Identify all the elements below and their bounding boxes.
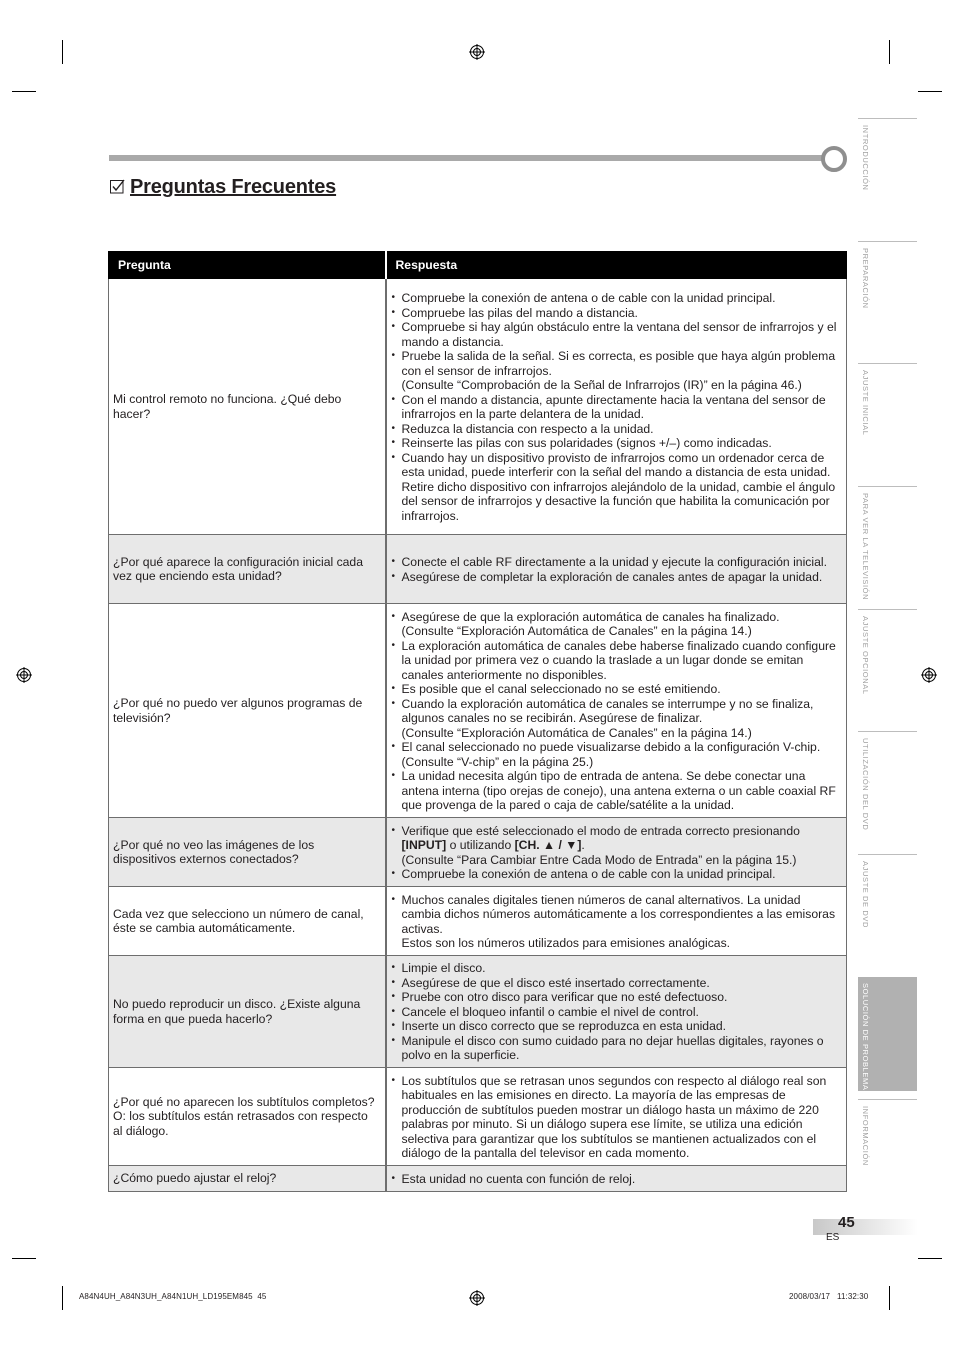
answer-item: • Cuando la exploración automática de canales se interrumpe y no se finaliza, algunos canales no se recibirán. Asegúrese de finalizar. (Consulte “Exploración Automática de Canales” en la página 14.)	[391, 697, 843, 741]
answer-item: • Conecte el cable RF directamente a la unidad y ejecute la configuración inicial.	[391, 555, 843, 570]
question-cell: No puedo reproducir un disco. ¿Existe alguna forma en que pueda hacerlo?	[109, 956, 386, 1068]
tab-label: AJUSTE INICIAL	[861, 370, 870, 436]
answer-cell	[386, 887, 847, 956]
crop-mark	[62, 40, 63, 64]
crop-mark	[918, 91, 942, 92]
page-title: Preguntas Frecuentes	[130, 176, 337, 198]
answer-cell	[386, 956, 847, 1068]
column-header-question: Pregunta	[109, 252, 386, 279]
crop-mark	[918, 1258, 942, 1259]
crop-mark	[62, 1286, 63, 1310]
table-row	[109, 604, 847, 818]
registration-mark-icon	[469, 1290, 485, 1306]
answer-note: (Consulte “Comprobación de la Señal de Infrarrojos (IR)” en la página 46.)	[401, 378, 802, 392]
tab-ajuste-opcional[interactable]	[858, 609, 917, 722]
language-code: ES	[826, 1232, 840, 1243]
channel-key-label: [CH. ▲ / ▼]	[514, 838, 582, 852]
registration-mark-icon	[921, 667, 937, 683]
answer-item: • Esta unidad no cuenta con función de reloj.	[391, 1172, 843, 1187]
answer-item: • La exploración automática de canales debe haberse finalizado cuando configure la unidad por primera vez o cuando la traslade a un lugar donde se emitan canales anteriormente no disponibles.	[391, 639, 843, 683]
tab-label: PARA VER LA TELEVISIÓN	[861, 493, 870, 601]
table-row	[109, 887, 847, 956]
answer-cell	[386, 1068, 847, 1166]
answer-item: • Asegúrese de completar la exploración de canales antes de apagar la unidad.	[391, 570, 843, 585]
table-row	[109, 1166, 847, 1192]
answer-note: (Consulte “Para Cambiar Entre Cada Modo de Entrada” en la página 15.)	[401, 852, 797, 867]
tab-informacion[interactable]	[858, 1099, 917, 1212]
answer-item: • El canal seleccionado no puede visualizarse debido a la configuración V-chip. (Consulte “V-chip” en la página 25.)	[391, 740, 843, 769]
table-row	[109, 956, 847, 1068]
tab-preparacion[interactable]	[858, 241, 917, 354]
tab-utilizacion-del-dvd[interactable]	[858, 731, 917, 844]
crop-mark	[889, 40, 890, 64]
answer-item: • Compruebe la conexión de antena o de cable con la unidad principal.	[391, 291, 843, 306]
registration-mark-icon	[16, 667, 32, 683]
tab-ajuste-inicial[interactable]	[858, 363, 917, 476]
answer-item: • Reduzca la distancia con respecto a la unidad.	[391, 422, 843, 437]
answer-item: • Verifique que esté seleccionado el modo de entrada correcto presionando [INPUT] o utilizando [CH. ▲ / ▼]. (Consulte “Para Cambiar Entre Cada Modo de Entrada” en la página 15.)	[391, 824, 843, 868]
question-cell: ¿Por qué no veo las imágenes de los dispositivos externos conectados?	[109, 818, 386, 887]
answer-cell	[386, 604, 847, 818]
checkbox-checked-icon	[110, 179, 125, 194]
crop-mark	[12, 91, 36, 92]
answer-item: • Pruebe con otro disco para verificar que no esté defectuoso.	[391, 990, 843, 1005]
tab-solucion-de-problemas[interactable]	[858, 977, 917, 1097]
crop-mark	[889, 1286, 890, 1310]
tab-label: AJUSTE DE DVD	[861, 861, 870, 928]
answer-item: • Limpie el disco.	[391, 961, 843, 976]
tab-para-ver-la-television[interactable]	[858, 486, 917, 599]
tab-ajuste-de-dvd[interactable]	[858, 854, 917, 967]
answer-cell	[386, 279, 847, 535]
title-rule	[109, 155, 825, 161]
question-cell: ¿Por qué no puedo ver algunos programas de televisión?	[109, 604, 386, 818]
question-cell: Mi control remoto no funciona. ¿Qué debo hacer?	[109, 279, 386, 535]
tab-label: UTILIZACIÓN DEL DVD	[861, 738, 870, 831]
answer-item: • Cuando hay un dispositivo provisto de infrarrojos como un ordenador cerca de esta unidad, puede interferir con la señal del mando a distancia de esta unidad. Retire dicho dispositivo con infrarrojos alejándolo de la unidad, cambie el ángulo del sensor de infrarrojos y desactive la función que habilita la comunicación por infrarrojos.	[391, 451, 843, 524]
crop-mark	[12, 1258, 36, 1259]
answer-cell	[386, 1166, 847, 1192]
answer-item: • Con el mando a distancia, apunte directamente hacia la ventana del sensor de infrarrojos en la parte delantera de la unidad.	[391, 393, 843, 422]
table-row	[109, 1068, 847, 1166]
answer-item: • Compruebe las pilas del mando a distancia.	[391, 306, 843, 321]
title-rule-end-circle	[821, 146, 847, 172]
table-row	[109, 279, 847, 535]
answer-item: • Compruebe si hay algún obstáculo entre la ventana del sensor de infrarrojos y el mando a distancia.	[391, 320, 843, 349]
question-cell: ¿Cómo puedo ajustar el reloj?	[109, 1166, 386, 1192]
question-cell: ¿Por qué aparece la configuración inicial cada vez que enciendo esta unidad?	[109, 535, 386, 604]
table-row	[109, 535, 847, 604]
answer-item: • Pruebe la salida de la señal. Si es correcta, es posible que haya algún problema con el sensor de infrarrojos. (Consulte “Comprobación de la Señal de Infrarrojos (IR)” en la página 46.)	[391, 349, 843, 393]
input-key-label: [INPUT]	[401, 838, 447, 852]
question-cell: Cada vez que selecciono un número de canal, éste se cambia automáticamente.	[109, 887, 386, 956]
answer-cell	[386, 535, 847, 604]
tab-label: AJUSTE OPCIONAL	[861, 616, 870, 695]
answer-item: • Compruebe la conexión de antena o de cable con la unidad principal.	[391, 867, 843, 882]
answer-item: • Manipule el disco con sumo cuidado para no dejar huellas digitales, rayones o polvo en la superficie.	[391, 1034, 843, 1063]
answer-item: • La unidad necesita algún tipo de entrada de antena. Se debe conectar una antena interna (tipo orejas de conejo), una antena externa o un cable coaxial RF que provenga de la pared o caja de cable/satélite a la unidad.	[391, 769, 843, 813]
table-row	[109, 818, 847, 887]
answer-cell	[386, 818, 847, 887]
tab-label: INTRODUCCIÓN	[861, 125, 870, 191]
answer-item: • Los subtítulos que se retrasan unos segundos con respecto al diálogo real son habituales en las emisiones en directo. La mayoría de las empresas de producción de subtítulos pueden mostrar un diálogo hasta un máximo de 220 palabras por minuto. Si un diálogo supera ese límite, se utiliza una edición selectiva para garantizar que los subtítulos se mantienen actualizados con el diálogo de la pantalla del televisor en cada momento.	[391, 1074, 843, 1161]
answer-item: • Inserte un disco correcto que se reproduzca en esta unidad.	[391, 1019, 843, 1034]
answer-item: • Asegúrese de que el disco esté insertado correctamente.	[391, 976, 843, 991]
print-job-filename: A84N4UH_A84N3UH_A84N1UH_LD195EM845 45	[79, 1292, 267, 1301]
registration-mark-icon	[469, 44, 485, 60]
answer-note: (Consulte “Exploración Automática de Canales” en la página 14.)	[401, 725, 752, 740]
table-header-row	[109, 252, 847, 279]
answer-item: • Reinserte las pilas con sus polaridades (signos +/–) como indicadas.	[391, 436, 843, 451]
faq-table	[108, 251, 847, 1192]
tab-label: PREPARACIÓN	[861, 248, 870, 309]
page-number: 45	[838, 1214, 855, 1231]
answer-note: Estos son los números utilizados para emisiones analógicas.	[401, 936, 731, 950]
print-timestamp: 2008/03/17 11:32:30	[789, 1292, 869, 1301]
answer-note: Retire dicho dispositivo con infrarrojos alejándolo de la unidad, cambie el ángulo del sensor de infrarrojos y desactive la función que habilita la comunicación por infrarrojos.	[401, 479, 836, 523]
question-cell: ¿Por qué no aparecen los subtítulos completos? O: los subtítulos están retrasados con respecto al diálogo.	[109, 1068, 386, 1166]
tab-introduccion[interactable]	[858, 118, 917, 231]
answer-item: • Asegúrese de que la exploración automática de canales ha finalizado. (Consulte “Exploración Automática de Canales” en la página 14.)	[391, 610, 843, 639]
answer-item: • Muchos canales digitales tienen números de canal alternativos. La unidad cambia dichos números automáticamente a los correspondientes a las emisoras activas. Estos son los números utilizados para emisiones analógicas.	[391, 893, 843, 951]
tab-label: SOLUCIÓN DE PROBLEMAS	[861, 983, 870, 1097]
answer-item: • Cancele el bloqueo infantil o cambie el nivel de control.	[391, 1005, 843, 1020]
tab-label: INFORMACIÓN	[861, 1106, 870, 1166]
answer-item: • Es posible que el canal seleccionado no se esté emitiendo.	[391, 682, 843, 697]
answer-note: (Consulte “Exploración Automática de Canales” en la página 14.)	[401, 624, 752, 638]
column-header-answer: Respuesta	[386, 252, 847, 279]
